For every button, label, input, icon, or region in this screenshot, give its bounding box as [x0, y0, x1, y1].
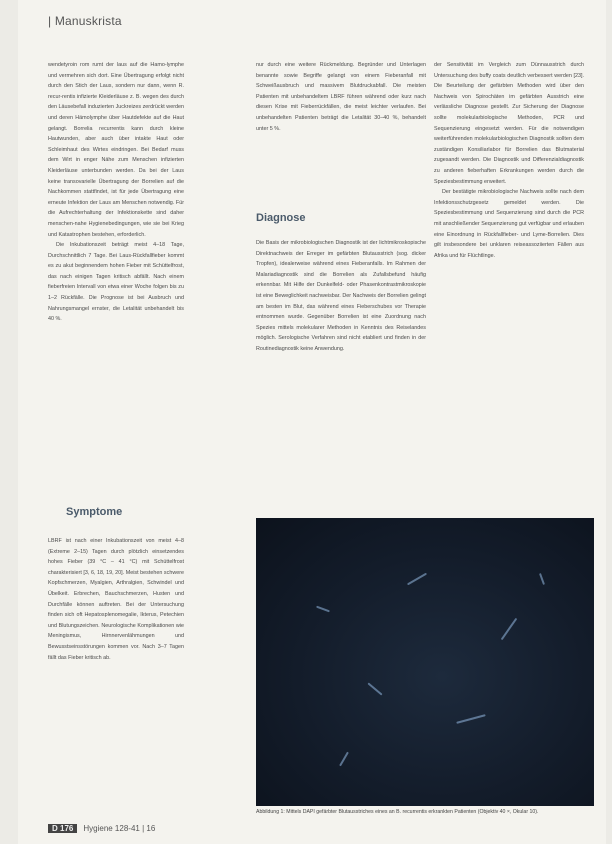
spirochete-filament — [407, 573, 427, 586]
paragraph: der Sensitivität im Vergleich zum Dünnausstrich durch Untersuchung des buffy coats deutlich verbessert werden [23]. Die Beurteilung der gefärbten Methoden wird über den Nachweis von Spirochäten im gefärbten Ausstrich eine verlässliche Diagnose gestellt. Zur Sicherung der Diagnose sollte molekularbiologische Methoden, PCR und Sequenzierung eingesetzt werden. Für die notwendigen weiterführenden molekularbiologischen Diagnostik sollten dem zuständigen Konsiliarlabor für Borrelien das Blutmaterial zugesandt werden. Die Diagnostik und Differenzialdiagnostik zu anderen fieberhaften Erkrankungen werden durch die Speziesbestimmung erweitert. — [434, 62, 584, 185]
spirochete-filament — [501, 618, 518, 640]
figure-caption: Abbildung 1: Mittels DAPI gefärbter Blutausstriches eines an B. recurrentis erkrankten Patienten (Objektiv 40 ×, Okular 10). — [256, 809, 539, 815]
spirochete-filament — [316, 606, 330, 613]
page-footer — [48, 824, 155, 833]
paragraph: wendetyroin rom rumt der laus auf die Hamo-lymphe und vermehren sich dort. Eine Übertragung erfolgt nicht durch den Stich der Laus, sondern nur dann, wenn R. recur-rentis infizierte Kleiderläuse z. B. wegen des durch den Läusebefall induzierten Juckreizes zerdrückt werden und deren Hämolymphe über Hautdefekte auf die Haut gelangt. Borrelia recurrentis kann durch kleine Hautwunden, aber auch über intakte Haut oder Schleimhaut des Wirtes eindringen. Bei Bedarf muss dem Wirt in enger Nähe zum Menschen infizierten Kleiderläuse unterbunden werden. Da bei der Laus keine transovarielle Übertragung der Borrelien auf die Nachkommen stattfindet, ist für jede Übertragung eine erneute Infektion der Laus am Menschen notwendig. Für die Aufrechterhaltung der Infektionskette sind daher menschen-nahe Hygienebedingungen, wie sie bei Krieg und Katastrophen bestehen, erforderlich. — [48, 62, 184, 238]
paragraph: LBRF ist nach einer Inkubationszeit von meist 4–8 (Extreme 2–15) Tagen durch plötzlich einsetzendes hohes Fieber (39 °C – 41 °C) mit Schüttelfrost charakterisiert [3, 6, 18, 19, 20]. Meist bestehen schwere Kopfschmerzen, Myalgien, Arthralgien, Schwindel und Übelkeit. Erbrechen, Bauchschmerzen, Husten und Durchfälle können auftreten. Bei der Untersuchung finden sich oft Hepatosplenomegalie, Ikterus, Petechien und Blutungszeichen. Neurologische Komplikationen wie Meningismus, Hirnnervenlähmungen und Bewusstseinsstörungen kommen vor. Nach 3–7 Tagen fällt das Fieber kritisch ab. — [48, 538, 184, 661]
spirochete-filament — [339, 752, 349, 767]
column-2-top — [256, 60, 426, 190]
paragraph: Der bestätigte mikrobiologische Nachweis sollte nach dem Infektionsschutzgesetz gemeldet werden. Die Speziesbestimmung und Sequenzierung sind durch die PCR mit anschließender Sequenzierung gut verfügbar und erlauben eine Einordnung in Rückfallfieber- und Lyme-Borrelien. Dies gilt insbesondere bei unklaren reiseassoziierten Fällen aus Afrika und für Flüchtlinge. — [434, 189, 584, 259]
column-1-top — [48, 60, 184, 490]
column-1-symptome — [48, 536, 184, 806]
running-header: | Manuskrista — [48, 14, 122, 28]
section-heading-diagnose: Diagnose — [256, 212, 306, 224]
paragraph: nur durch eine weitere Rückmeldung. Begründer und Unterlagen benannte sowie Begriffe gelangt von einem Fieberanfall mit Schweißausbruch und massivem Blutdruckabfall. Die meisten Patienten mit unbehandeltem LBRF führen während oder kurz nach diesen Krise mit Fieberrückfällen, die meist leichter verlaufen. Bei unbehandelten Patienten beträgt die Letalität 30–40 %, behandelt unter 5 %. — [256, 62, 426, 132]
section-heading-symptome: Symptome — [66, 506, 123, 518]
page — [18, 0, 606, 844]
microscopy-figure — [256, 518, 594, 806]
paragraph: Die Inkubationszeit beträgt meist 4–18 Tage, Durchschnittlich 7 Tage. Bei Laus-Rückfallfieber kommt es zu akut beginnendem hohen Fieber mit Schüttelfrost, das nach einigen Tagen kritisch abfällt. Nach einem fieberfreien Intervall von etwa einer Woche folgen bis zu 1–2 Rückfälle. Die Prognose ist bei Ausbruch und Nahrungsmangel ernster, die Letalität unbehandelt bis 40 %. — [48, 242, 184, 323]
journal-reference: Hygiene 128-41 | 16 — [83, 824, 156, 833]
paragraph: Die Basis der mikrobiologischen Diagnostik ist der lichtmikroskopische Direktnachweis der Erreger im gefärbten Blutausstrich (sog. dicker Tropfen), idealerweise während eines Fieberanfalls. Im Rahmen der Malariadiagnostik sind die Borrelien als Zufallsbefund häufig erkennbar. Mit Hilfe der Dunkelfeld- oder Phasenkontrastmikroskopie ist eine Beweglichkeit nachweisbar. Der Nachweis der Borrelien gelingt am besten im Blut, das während eines Fieberschubes vor Therapie entnommen wurde. Gegenüber Borrelien ist eine Zuordnung nach Spezies mittels molekularer Methoden in Kenntnis des Reiselandes möglich. Serologische Verfahren sind nicht etabliert und finden in der Routinediagnostik keine Anwendung. — [256, 240, 426, 352]
spirochete-filament — [367, 682, 382, 695]
page-number: D 176 — [48, 824, 77, 833]
column-2-diagnose — [256, 238, 426, 514]
column-3 — [434, 60, 584, 514]
spirochete-filament — [456, 714, 485, 724]
spirochete-filament — [539, 573, 545, 585]
